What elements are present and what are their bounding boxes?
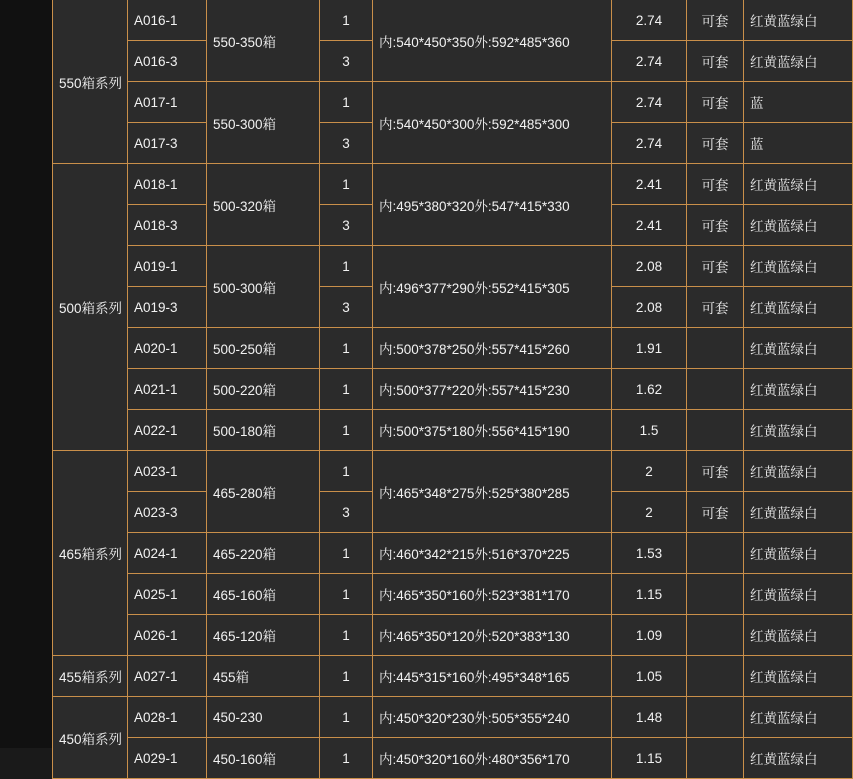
- weight: 2.08: [612, 287, 687, 328]
- dimension: 内:540*450*350外:592*485*360: [373, 0, 612, 82]
- quantity: 1: [320, 738, 373, 779]
- nestable-flag: 可套: [687, 246, 744, 287]
- table-row: [53, 574, 853, 615]
- weight: 1.15: [612, 738, 687, 779]
- table-row: [53, 246, 853, 287]
- color-options: 红黄蓝绿白: [744, 451, 853, 492]
- box-name: 500-250箱: [207, 328, 320, 369]
- nestable-flag: [687, 369, 744, 410]
- box-name: 450-230: [207, 697, 320, 738]
- model-code: A017-3: [128, 123, 207, 164]
- table-row: [53, 0, 853, 41]
- box-name: 500-300箱: [207, 246, 320, 328]
- quantity: 1: [320, 164, 373, 205]
- nestable-flag: [687, 328, 744, 369]
- table-row: [53, 615, 853, 656]
- nestable-flag: 可套: [687, 82, 744, 123]
- dimension: 内:500*375*180外:556*415*190: [373, 410, 612, 451]
- weight: 2.74: [612, 41, 687, 82]
- quantity: 1: [320, 328, 373, 369]
- box-name: 500-220箱: [207, 369, 320, 410]
- color-options: 红黄蓝绿白: [744, 328, 853, 369]
- color-options: 红黄蓝绿白: [744, 738, 853, 779]
- table-row: [53, 697, 853, 738]
- weight: 2: [612, 492, 687, 533]
- dimension: 内:465*350*120外:520*383*130: [373, 615, 612, 656]
- box-name: 500-180箱: [207, 410, 320, 451]
- series-cell: 550箱系列: [53, 0, 128, 164]
- quantity: 1: [320, 697, 373, 738]
- nestable-flag: 可套: [687, 41, 744, 82]
- nestable-flag: [687, 697, 744, 738]
- model-code: A018-3: [128, 205, 207, 246]
- table-row: [53, 656, 853, 697]
- nestable-flag: 可套: [687, 0, 744, 41]
- weight: 1.05: [612, 656, 687, 697]
- dimension: 内:500*377*220外:557*415*230: [373, 369, 612, 410]
- quantity: 1: [320, 410, 373, 451]
- dimension: 内:450*320*160外:480*356*170: [373, 738, 612, 779]
- quantity: 1: [320, 451, 373, 492]
- color-options: 红黄蓝绿白: [744, 615, 853, 656]
- color-options: 红黄蓝绿白: [744, 656, 853, 697]
- series-cell: 450箱系列: [53, 697, 128, 779]
- weight: 2.74: [612, 123, 687, 164]
- weight: 2.74: [612, 0, 687, 41]
- table-row: [53, 369, 853, 410]
- weight: 2.08: [612, 246, 687, 287]
- box-spec-table: [52, 0, 853, 779]
- model-code: A016-1: [128, 0, 207, 41]
- model-code: A023-3: [128, 492, 207, 533]
- weight: 2.41: [612, 205, 687, 246]
- dimension: 内:465*348*275外:525*380*285: [373, 451, 612, 533]
- table-row: [53, 533, 853, 574]
- nestable-flag: 可套: [687, 123, 744, 164]
- box-name: 465-280箱: [207, 451, 320, 533]
- color-options: 红黄蓝绿白: [744, 492, 853, 533]
- table-row: [53, 328, 853, 369]
- quantity: 1: [320, 82, 373, 123]
- nestable-flag: [687, 533, 744, 574]
- model-code: A022-1: [128, 410, 207, 451]
- dimension: 内:496*377*290外:552*415*305: [373, 246, 612, 328]
- color-options: 红黄蓝绿白: [744, 205, 853, 246]
- quantity: 1: [320, 369, 373, 410]
- weight: 1.62: [612, 369, 687, 410]
- series-cell: 455箱系列: [53, 656, 128, 697]
- weight: 1.91: [612, 328, 687, 369]
- dimension: 内:495*380*320外:547*415*330: [373, 164, 612, 246]
- weight: 1.48: [612, 697, 687, 738]
- nestable-flag: 可套: [687, 164, 744, 205]
- nestable-flag: 可套: [687, 205, 744, 246]
- quantity: 3: [320, 123, 373, 164]
- color-options: 红黄蓝绿白: [744, 246, 853, 287]
- model-code: A027-1: [128, 656, 207, 697]
- quantity: 1: [320, 246, 373, 287]
- color-options: 蓝: [744, 123, 853, 164]
- dimension: 内:500*378*250外:557*415*260: [373, 328, 612, 369]
- nestable-flag: 可套: [687, 492, 744, 533]
- quantity: 1: [320, 0, 373, 41]
- table-row: [53, 738, 853, 779]
- dimension: 内:445*315*160外:495*348*165: [373, 656, 612, 697]
- model-code: A019-1: [128, 246, 207, 287]
- nestable-flag: [687, 738, 744, 779]
- color-options: 红黄蓝绿白: [744, 697, 853, 738]
- table-row: [53, 451, 853, 492]
- color-options: 红黄蓝绿白: [744, 533, 853, 574]
- table-row: [53, 82, 853, 123]
- box-name: 450-160箱: [207, 738, 320, 779]
- dimension: 内:540*450*300外:592*485*300: [373, 82, 612, 164]
- weight: 1.09: [612, 615, 687, 656]
- box-name: 465-220箱: [207, 533, 320, 574]
- model-code: A019-3: [128, 287, 207, 328]
- nestable-flag: [687, 410, 744, 451]
- model-code: A026-1: [128, 615, 207, 656]
- color-options: 红黄蓝绿白: [744, 41, 853, 82]
- weight: 1.53: [612, 533, 687, 574]
- model-code: A021-1: [128, 369, 207, 410]
- model-code: A018-1: [128, 164, 207, 205]
- series-cell: 500箱系列: [53, 164, 128, 451]
- box-name: 455箱: [207, 656, 320, 697]
- box-name: 465-120箱: [207, 615, 320, 656]
- weight: 2.41: [612, 164, 687, 205]
- nestable-flag: [687, 615, 744, 656]
- box-name: 500-320箱: [207, 164, 320, 246]
- weight: 1.5: [612, 410, 687, 451]
- quantity: 1: [320, 574, 373, 615]
- model-code: A028-1: [128, 697, 207, 738]
- weight: 1.15: [612, 574, 687, 615]
- quantity: 1: [320, 656, 373, 697]
- dimension: 内:460*342*215外:516*370*225: [373, 533, 612, 574]
- weight: 2: [612, 451, 687, 492]
- model-code: A025-1: [128, 574, 207, 615]
- nestable-flag: [687, 574, 744, 615]
- model-code: A020-1: [128, 328, 207, 369]
- model-code: A029-1: [128, 738, 207, 779]
- color-options: 红黄蓝绿白: [744, 287, 853, 328]
- model-code: A024-1: [128, 533, 207, 574]
- model-code: A017-1: [128, 82, 207, 123]
- quantity: 3: [320, 287, 373, 328]
- box-name: 550-300箱: [207, 82, 320, 164]
- color-options: 红黄蓝绿白: [744, 574, 853, 615]
- model-code: A023-1: [128, 451, 207, 492]
- dimension: 内:465*350*160外:523*381*170: [373, 574, 612, 615]
- color-options: 蓝: [744, 82, 853, 123]
- color-options: 红黄蓝绿白: [744, 369, 853, 410]
- dimension: 内:450*320*230外:505*355*240: [373, 697, 612, 738]
- table-body: [53, 0, 853, 779]
- quantity: 1: [320, 533, 373, 574]
- nestable-flag: [687, 656, 744, 697]
- color-options: 红黄蓝绿白: [744, 0, 853, 41]
- nestable-flag: 可套: [687, 287, 744, 328]
- color-options: 红黄蓝绿白: [744, 410, 853, 451]
- nestable-flag: 可套: [687, 451, 744, 492]
- left-dark-strip: [0, 0, 52, 748]
- table-row: [53, 410, 853, 451]
- quantity: 3: [320, 492, 373, 533]
- box-name: 550-350箱: [207, 0, 320, 82]
- quantity: 1: [320, 615, 373, 656]
- series-cell: 465箱系列: [53, 451, 128, 656]
- color-options: 红黄蓝绿白: [744, 164, 853, 205]
- box-name: 465-160箱: [207, 574, 320, 615]
- quantity: 3: [320, 41, 373, 82]
- weight: 2.74: [612, 82, 687, 123]
- model-code: A016-3: [128, 41, 207, 82]
- table-row: [53, 164, 853, 205]
- quantity: 3: [320, 205, 373, 246]
